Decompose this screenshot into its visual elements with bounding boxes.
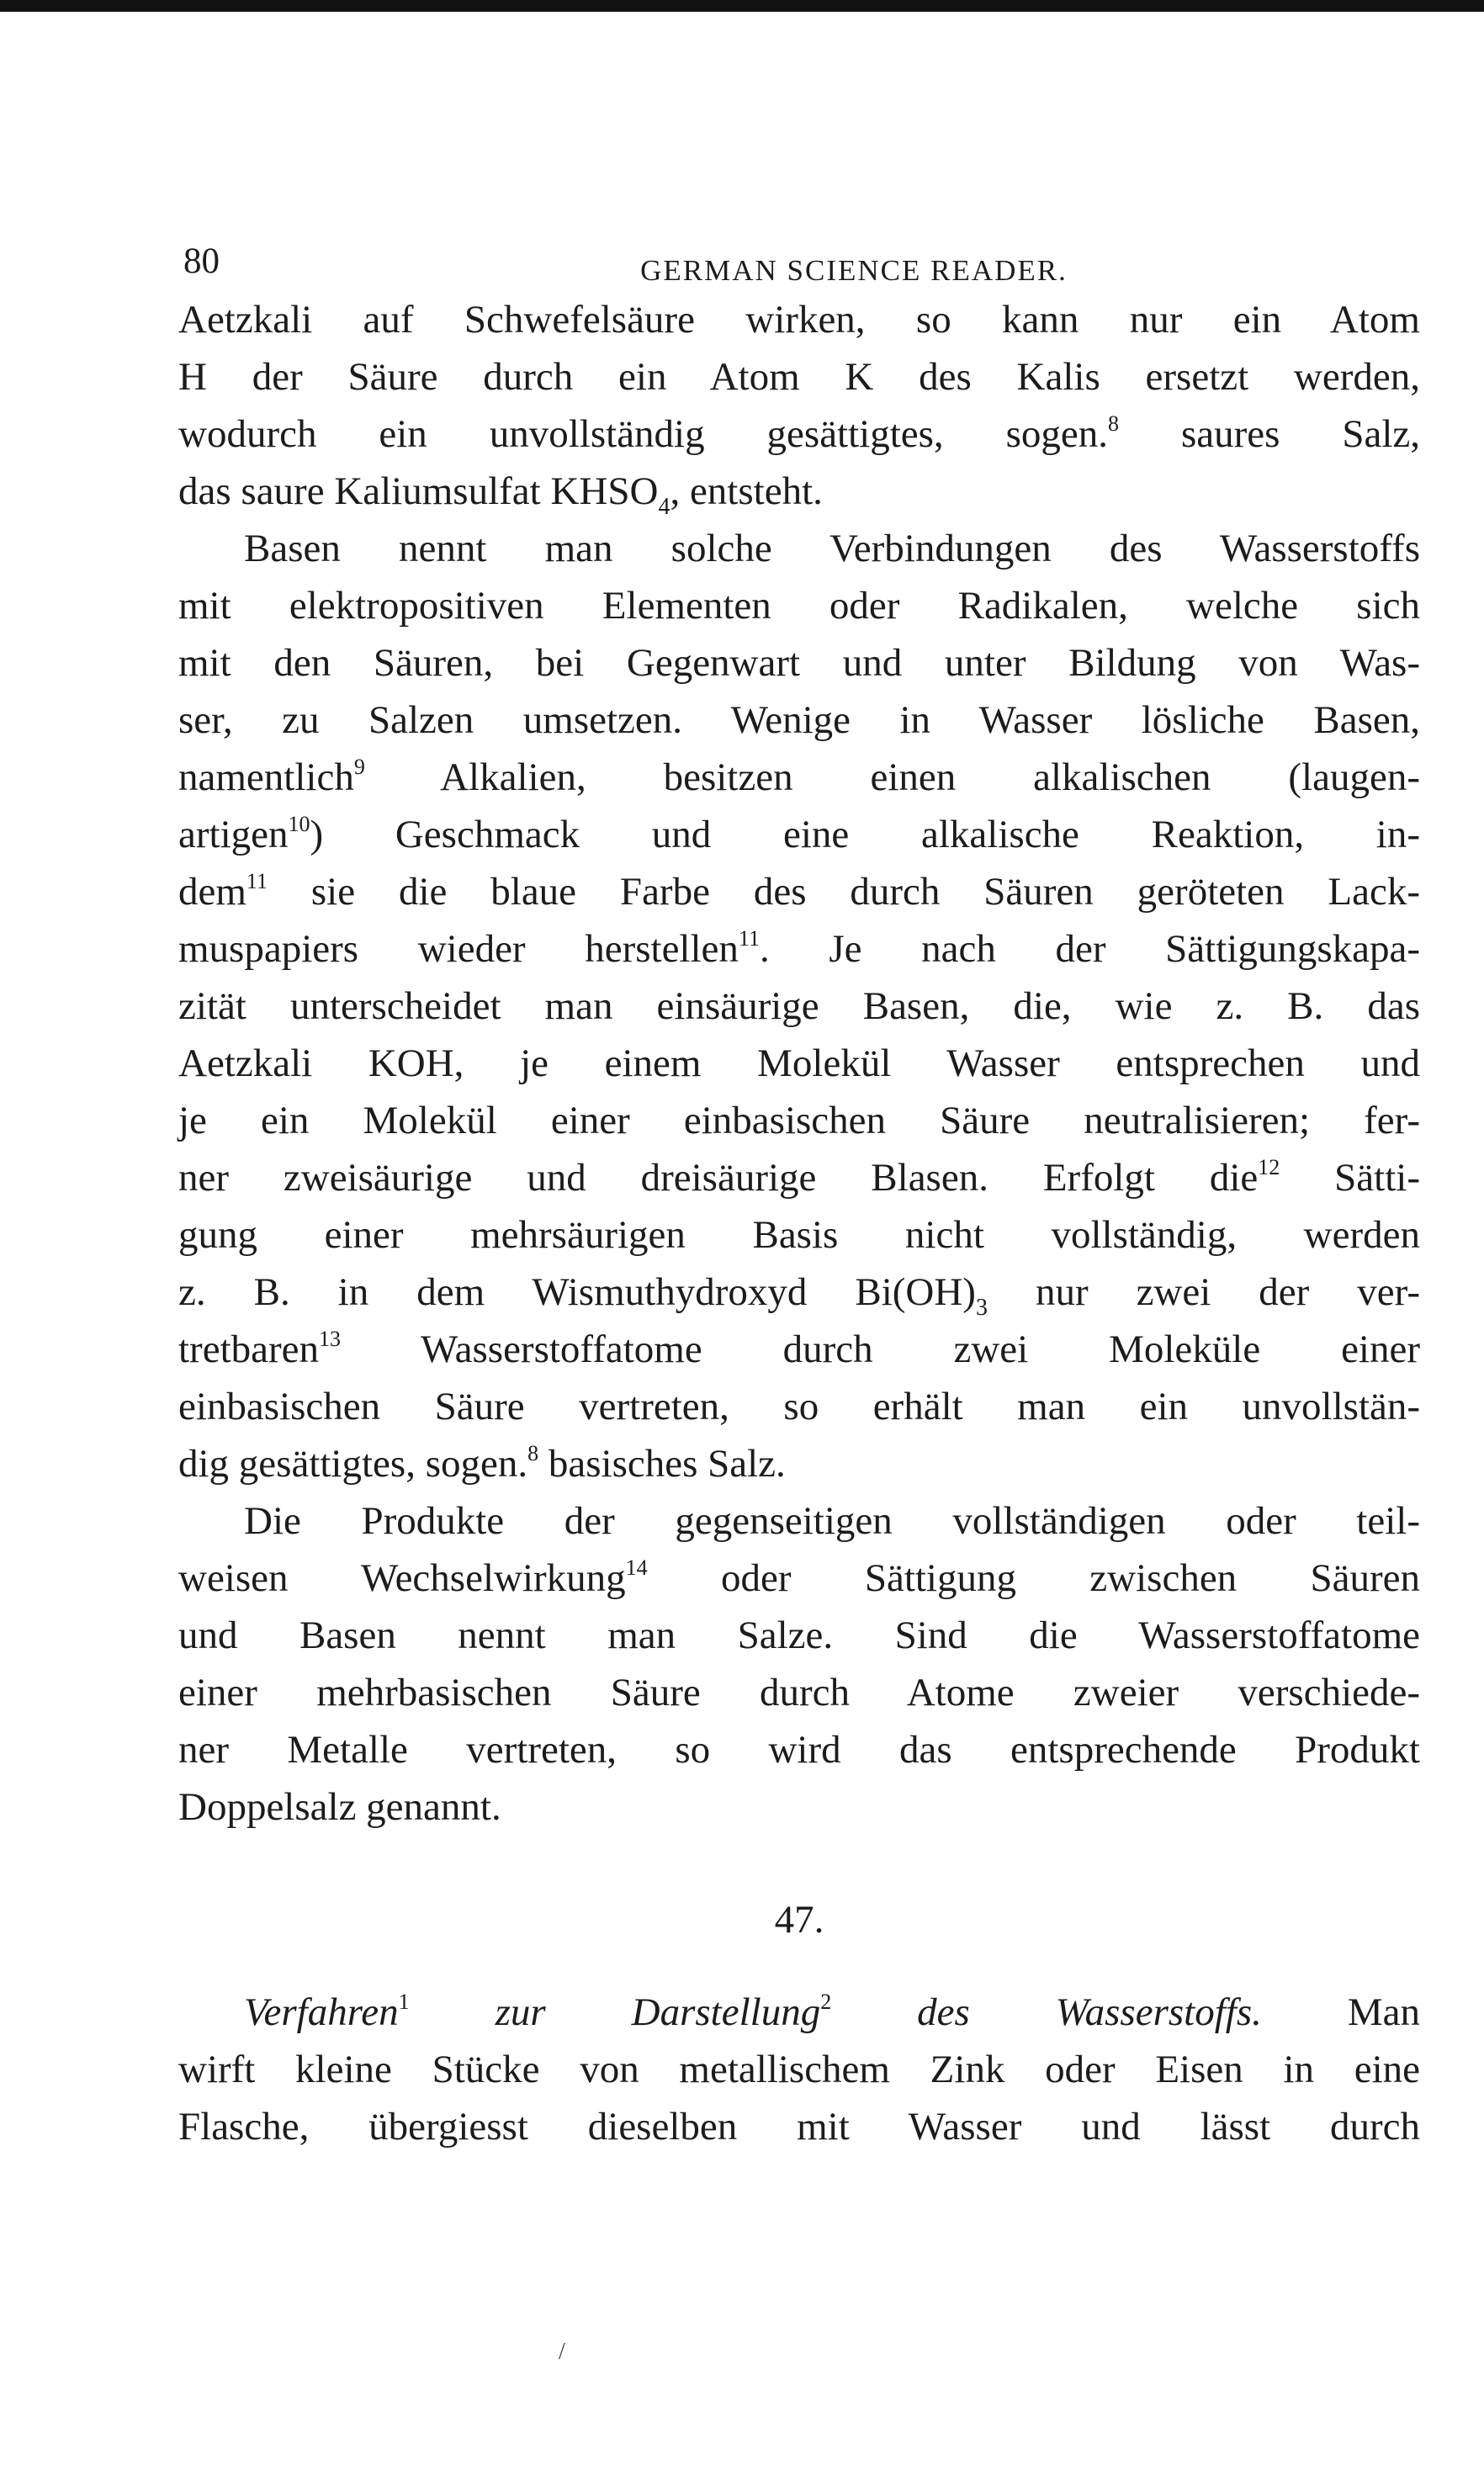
text-run: artigen xyxy=(178,813,289,856)
section-47-paragraph xyxy=(178,1984,1420,2155)
footnote-marker: 8 xyxy=(527,1441,539,1465)
footnote-marker: 10 xyxy=(288,812,310,836)
text-line: ner Metalle vertreten, so wird das entsprechende Produkt xyxy=(178,1728,1420,1772)
text-line xyxy=(178,749,1420,806)
text-run: Wasserstoffatome durch zwei Moleküle einer xyxy=(341,1327,1420,1371)
text-run: Sätti- xyxy=(1280,1156,1420,1200)
text-line xyxy=(178,463,1420,520)
text-line xyxy=(178,1321,1420,1378)
text-line xyxy=(178,1550,1420,1607)
text-line: Die Produkte der gegenseitigen vollständigen oder teil- xyxy=(244,1499,1420,1543)
text-run: ) Geschmack und eine alkalische Reaktion, in- xyxy=(310,813,1420,856)
section-number: 47. xyxy=(774,1898,824,1942)
text-line: gung einer mehrsäurigen Basis nicht vollständig, werden xyxy=(178,1213,1420,1257)
footnote-marker: 2 xyxy=(820,1990,832,2014)
text-line: Doppelsalz genannt. xyxy=(178,1785,501,1829)
text-run: das saure Kaliumsulfat KHSO xyxy=(178,469,659,513)
page-top-edge xyxy=(0,0,1484,12)
text-run: wodurch ein unvollständig gesättigtes, sogen. xyxy=(178,412,1109,456)
text-line: Flasche, übergiesst dieselben mit Wasser und lässt durch xyxy=(178,2105,1420,2149)
running-title: GERMAN SCIENCE READER. xyxy=(640,254,1068,287)
formula-subscript: 3 xyxy=(975,1295,988,1321)
text-line xyxy=(178,1435,1420,1492)
text-line xyxy=(178,806,1420,863)
text-line xyxy=(178,1984,1420,2041)
text-line xyxy=(178,405,1420,463)
text-line: mit den Säuren, bei Gegenwart und unter Bildung von Was- xyxy=(178,641,1420,685)
text-run: basisches Salz. xyxy=(538,1442,786,1486)
text-run: . Je nach der Sättigungskapa- xyxy=(759,927,1420,971)
text-run: nur zwei der ver- xyxy=(987,1270,1420,1314)
text-line: einer mehrbasischen Säure durch Atome zweier verschiede- xyxy=(178,1671,1420,1714)
text-run: dig gesättigtes, sogen. xyxy=(178,1442,528,1486)
text-line: und Basen nennt man Salze. Sind die Wasserstoffatome xyxy=(178,1614,1420,1657)
text-run: ner zweisäurige und dreisäurige Blasen. Erfolgt die xyxy=(178,1156,1259,1200)
section-heading-run: des Wasserstoffs. xyxy=(831,1990,1262,2034)
text-run: Man xyxy=(1261,1990,1420,2034)
footnote-marker: 11 xyxy=(738,926,760,951)
paragraph-3 xyxy=(178,1492,1420,1836)
text-line: ser, zu Salzen umsetzen. Wenige in Wasser lösliche Basen, xyxy=(178,698,1420,742)
footnote-marker: 13 xyxy=(319,1327,342,1351)
text-run: tretbaren xyxy=(178,1327,320,1371)
formula-subscript: 4 xyxy=(658,494,670,520)
paragraph-1 xyxy=(178,291,1420,520)
footnote-marker: 14 xyxy=(625,1555,648,1580)
text-run: namentlich xyxy=(178,755,354,799)
text-run: z. B. in dem Wismuthydroxyd Bi(OH) xyxy=(178,1270,976,1314)
text-line: wirft kleine Stücke von metallischem Zink oder Eisen in eine xyxy=(178,2048,1420,2091)
footnote-marker: 11 xyxy=(246,869,268,893)
text-line: H der Säure durch ein Atom K des Kalis ersetzt werden, xyxy=(178,355,1420,399)
section-heading-run: Verfahren xyxy=(244,1990,399,2034)
text-run: weisen Wechselwirkung xyxy=(178,1556,626,1600)
text-line xyxy=(178,863,1420,920)
text-run: saures Salz, xyxy=(1119,412,1420,456)
text-line xyxy=(178,920,1420,978)
text-run: sie die blaue Farbe des durch Säuren geröteten Lack- xyxy=(267,870,1420,914)
text-line: Aetzkali KOH, je einem Molekül Wasser entsprechen und xyxy=(178,1041,1420,1085)
text-line: je ein Molekül einer einbasischen Säure neutralisieren; fer- xyxy=(178,1099,1420,1142)
section-heading-run: zur Darstellung xyxy=(409,1990,821,2034)
stray-print-mark: / xyxy=(559,2339,565,2365)
text-run: muspapiers wieder herstellen xyxy=(178,927,739,971)
footnote-marker: 8 xyxy=(1108,411,1120,436)
footnote-marker: 12 xyxy=(1258,1155,1280,1179)
paragraph-2 xyxy=(178,520,1420,1492)
text-line: mit elektropositiven Elementen oder Radikalen, welche sich xyxy=(178,584,1420,628)
footnote-marker: 1 xyxy=(398,1990,410,2014)
text-run: dem xyxy=(178,870,246,914)
footnote-marker: 9 xyxy=(353,755,365,779)
page-number: 80 xyxy=(183,241,220,281)
text-run: , entsteht. xyxy=(670,469,823,513)
text-line: Basen nennt man solche Verbindungen des Wasserstoffs xyxy=(244,527,1420,570)
body-text xyxy=(178,291,1420,2155)
text-run: Alkalien, besitzen einen alkalischen (laugen- xyxy=(364,755,1420,799)
text-run: oder Sättigung zwischen Säuren xyxy=(647,1556,1421,1600)
book-page xyxy=(178,229,1420,2155)
text-line: zität unterscheidet man einsäurige Basen, die, wie z. B. das xyxy=(178,984,1420,1028)
running-head xyxy=(178,229,1420,291)
text-line xyxy=(178,1149,1420,1206)
text-line: Aetzkali auf Schwefelsäure wirken, so kann nur ein Atom xyxy=(178,298,1420,342)
text-line: einbasischen Säure vertreten, so erhält man ein unvollstän- xyxy=(178,1385,1420,1428)
text-line xyxy=(178,1264,1420,1321)
